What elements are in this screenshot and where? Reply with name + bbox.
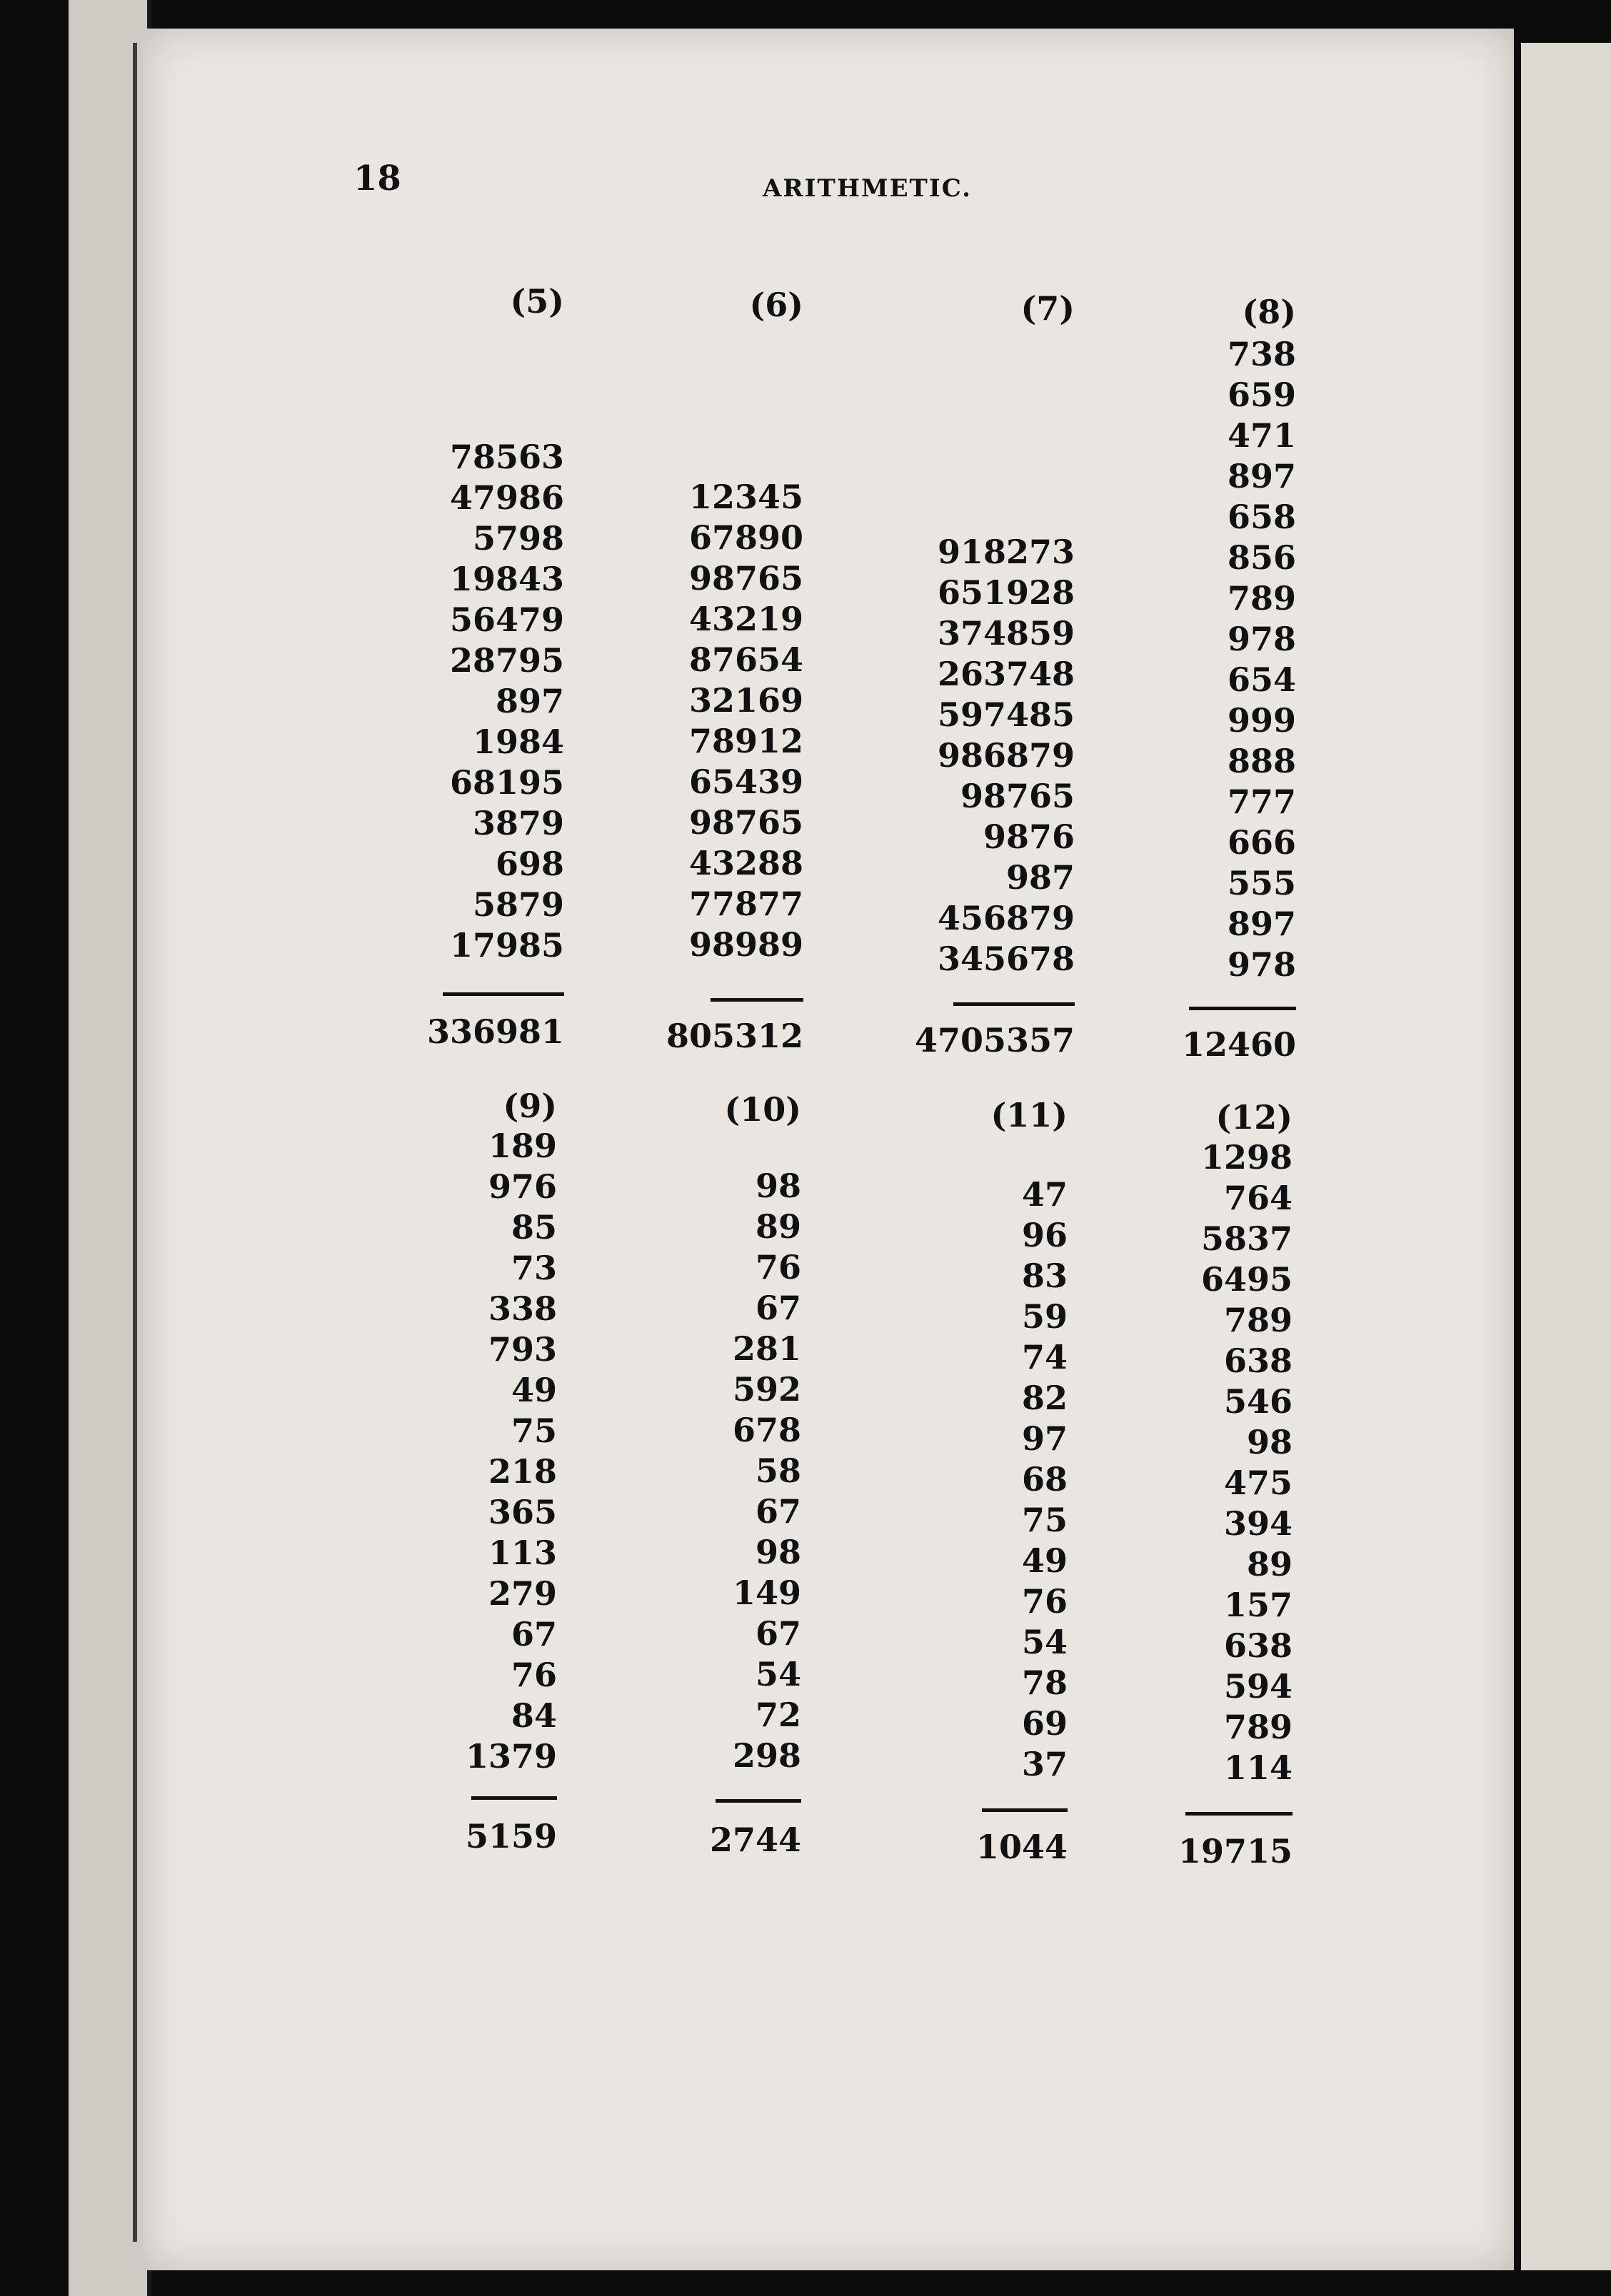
problem-label: (12) [1215,1098,1293,1137]
addend: 43288 [688,844,803,882]
addend: 12345 [688,478,803,516]
addend: 98 [755,1167,801,1205]
addend: 28795 [449,641,564,680]
addend: 555 [1227,864,1296,902]
addend: 279 [488,1574,557,1613]
addend: 978 [1227,620,1296,658]
addend: 49 [1021,1541,1068,1580]
addend: 654 [1227,660,1296,699]
addend: 897 [1227,457,1296,495]
addend: 918273 [937,533,1075,571]
addend: 73 [511,1249,557,1287]
addend: 77877 [688,885,803,923]
addend: 78912 [688,722,803,760]
addend: 1984 [472,722,564,761]
addend: 157 [1223,1586,1293,1624]
addend: 666 [1227,823,1296,862]
addend: 298 [732,1736,801,1775]
addend: 47 [1021,1175,1068,1214]
addend-column [1201,1137,1293,1788]
addend: 98 [1246,1423,1293,1461]
addend: 84 [511,1696,557,1735]
addend: 58 [755,1451,801,1490]
problem-label: (9) [503,1087,557,1125]
addend: 85 [511,1208,557,1247]
addend: 651928 [937,573,1075,612]
addend: 47986 [449,478,564,517]
addend: 68 [1021,1460,1068,1499]
addend: 87654 [688,640,803,679]
sum-rule [1185,1812,1293,1816]
addend: 5798 [472,519,564,558]
addend: 76 [1021,1582,1068,1621]
addend: 98765 [688,559,803,598]
addend: 78563 [449,438,564,476]
addend: 76 [511,1656,557,1694]
problem-label: (11) [990,1096,1068,1134]
addend: 597485 [937,695,1075,734]
addend: 338 [488,1289,557,1328]
addend: 3879 [472,804,564,842]
addend: 54 [1021,1623,1068,1661]
addend: 69 [1021,1704,1068,1743]
addend: 76 [755,1248,801,1287]
addend: 987 [1005,858,1075,897]
addend: 89 [1246,1545,1293,1583]
problem-label: (8) [1242,293,1296,331]
addend: 67 [511,1615,557,1653]
problem-label: (6) [749,286,803,324]
addend: 777 [1227,782,1296,821]
addend: 394 [1223,1504,1293,1543]
addend: 698 [495,845,564,883]
addend: 43219 [688,600,803,638]
addend: 638 [1223,1341,1293,1380]
sum-total: 12460 [1181,1025,1296,1064]
running-head: ARITHMETIC. [763,174,973,203]
addend: 19843 [449,560,564,598]
addend: 659 [1227,376,1296,414]
sum-total: 5159 [465,1817,557,1856]
addend: 793 [488,1330,557,1369]
addend: 114 [1223,1748,1293,1787]
addend: 67890 [688,518,803,557]
addend: 98765 [688,803,803,842]
addend: 74 [1021,1338,1068,1376]
addend: 5879 [472,885,564,924]
addend: 475 [1223,1464,1293,1502]
sum-total: 4705357 [914,1021,1075,1059]
problem-label: (5) [510,282,564,321]
addend: 98765 [960,777,1075,815]
addend: 789 [1223,1301,1293,1339]
addend: 37 [1021,1745,1068,1783]
sum-total: 805312 [666,1017,803,1055]
addend: 263748 [937,655,1075,693]
addend: 365 [488,1493,557,1531]
addend: 678 [732,1411,801,1449]
addend: 67 [755,1492,801,1531]
addend: 49 [511,1371,557,1409]
addend: 281 [732,1329,801,1368]
problem-label: (10) [724,1090,801,1129]
addend: 658 [1227,498,1296,536]
addend: 374859 [937,614,1075,653]
addend: 764 [1223,1179,1293,1217]
addend: 189 [488,1127,557,1165]
addend: 97 [1021,1419,1068,1458]
addend: 89 [755,1207,801,1246]
sum-total: 1044 [975,1828,1068,1866]
addend: 6495 [1200,1260,1293,1299]
addend: 1298 [1200,1138,1293,1177]
facing-page-edge [1521,43,1611,2270]
addend: 978 [1227,945,1296,984]
addend: 789 [1223,1708,1293,1746]
page-number: 18 [353,158,401,198]
addend: 345678 [937,940,1075,978]
addend: 54 [755,1655,801,1693]
addend: 594 [1223,1667,1293,1706]
addend: 546 [1223,1382,1293,1421]
addend: 9876 [983,817,1075,856]
addend: 56479 [449,600,564,639]
addend: 67 [755,1289,801,1327]
addend: 65439 [688,762,803,801]
addend: 592 [732,1370,801,1409]
addend: 897 [1227,905,1296,943]
addend: 986879 [937,736,1075,775]
addend: 456879 [937,899,1075,937]
addend: 218 [488,1452,557,1491]
addend: 999 [1227,701,1296,740]
sum-total: 19715 [1178,1832,1293,1870]
addend: 5837 [1200,1219,1293,1258]
addend: 59 [1021,1297,1068,1336]
addend: 68195 [449,763,564,802]
addend: 888 [1227,742,1296,780]
addend: 78 [1021,1663,1068,1702]
addend: 98 [755,1533,801,1571]
addend: 75 [1021,1501,1068,1539]
addend: 32169 [688,681,803,720]
addend: 83 [1021,1257,1068,1295]
addend: 789 [1227,579,1296,618]
sum-total: 2744 [709,1821,801,1859]
addend: 149 [732,1574,801,1612]
addend: 98989 [688,925,803,964]
addend: 856 [1227,538,1296,577]
sum-total: 336981 [426,1012,564,1051]
addend: 738 [1227,335,1296,373]
addend: 17985 [449,926,564,965]
addend: 638 [1223,1626,1293,1665]
problem-label: (7) [1020,289,1075,328]
addend: 897 [495,682,564,720]
addend: 113 [488,1534,557,1572]
addend: 75 [511,1411,557,1450]
addend: 471 [1227,416,1296,455]
addend: 67 [755,1614,801,1653]
addend: 72 [755,1696,801,1734]
addend: 1379 [465,1737,557,1776]
addend: 976 [488,1167,557,1206]
addend: 96 [1021,1216,1068,1254]
addend: 82 [1021,1379,1068,1417]
